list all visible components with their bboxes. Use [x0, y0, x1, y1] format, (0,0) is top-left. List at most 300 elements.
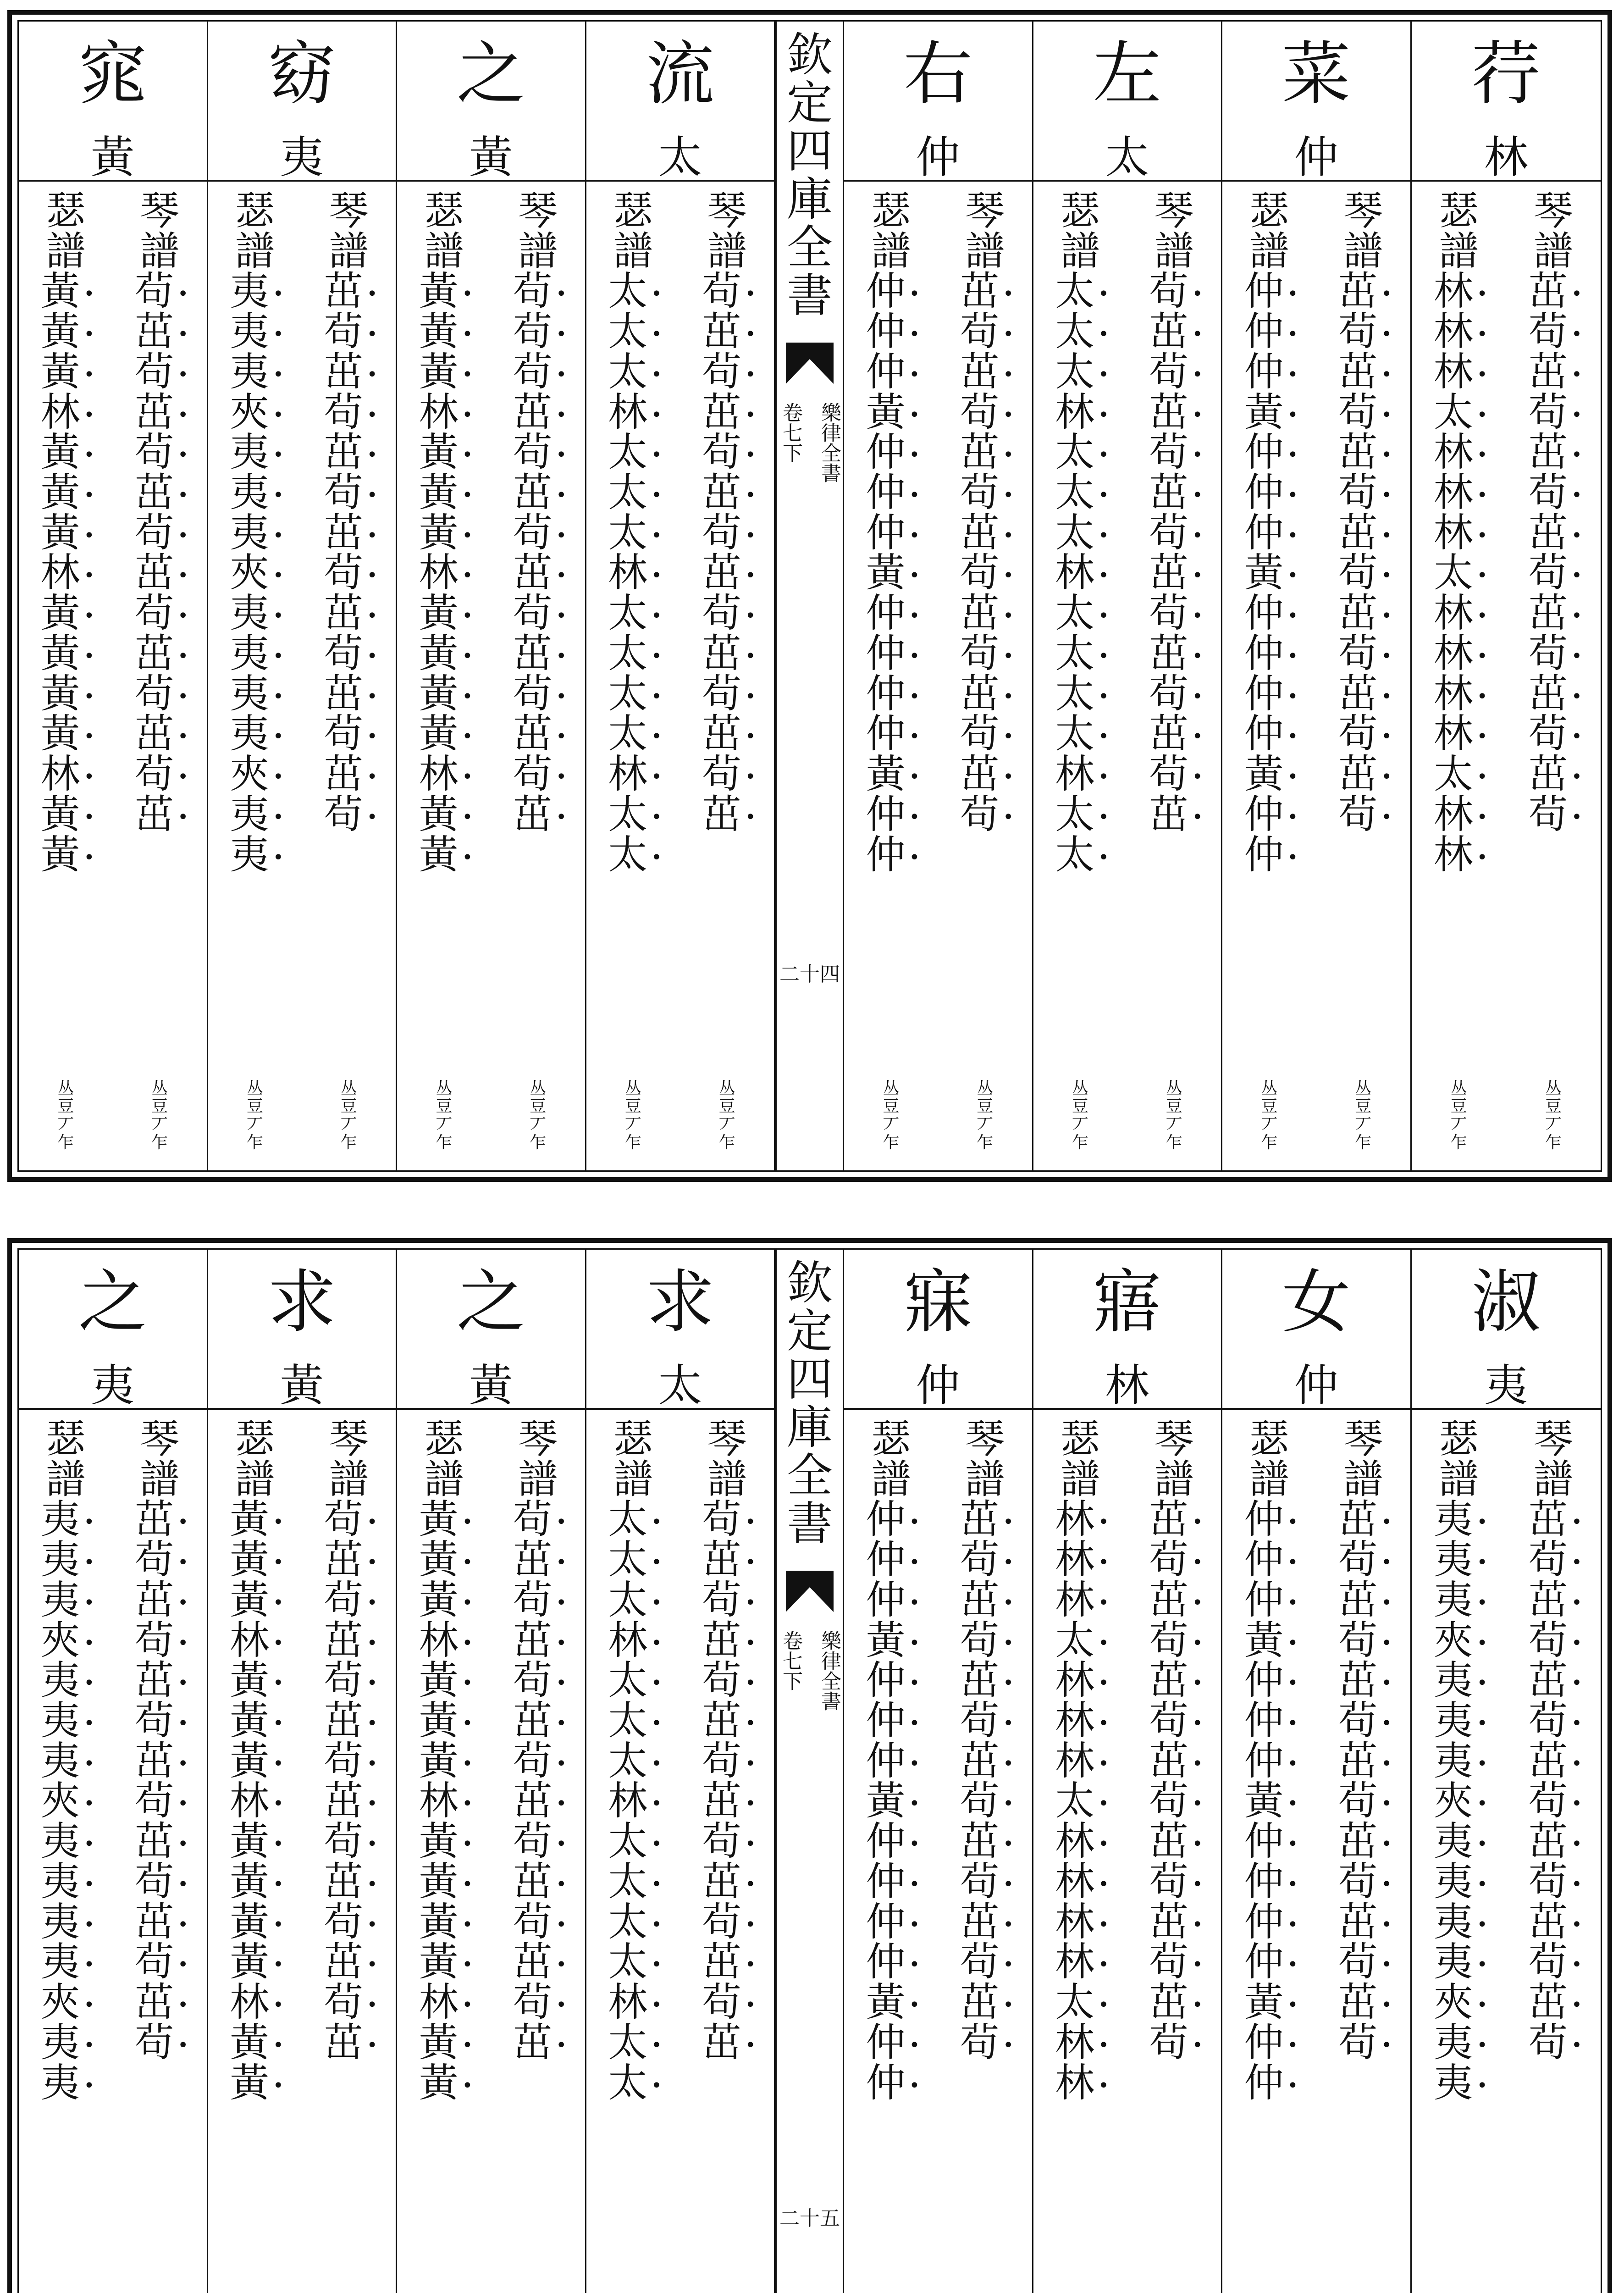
se-footer [1033, 1080, 1127, 1152]
se-tablature-note: 夾 • [1434, 1781, 1484, 1822]
se-footer-mark: 豆 [883, 1097, 900, 1116]
se-tablature-note: 黃 • [1244, 1621, 1295, 1661]
qin-tablature-note: 茁 • [702, 393, 752, 433]
qin-tablature-note: 茍 • [134, 674, 185, 714]
qin-tablature-note: 茍 • [960, 1540, 1010, 1580]
se-tablature-note: 林 • [1434, 312, 1484, 352]
qin-tablature-note: 茁 • [324, 352, 374, 393]
leaf-number: 二十五 [779, 2207, 840, 2230]
se-tablature-note: 林 • [1434, 634, 1484, 674]
pitch-name: 太 [1105, 132, 1149, 183]
se-tablature-note: 太 • [608, 432, 658, 473]
qin-tablature-note: 茁 • [960, 1500, 1010, 1540]
se-tablature-note: 太 • [608, 1580, 658, 1621]
se-tablature-label: 譜 [424, 1456, 464, 1502]
se-footer-mark: 丆 [624, 1115, 641, 1134]
se-tablature-note: 黃 • [419, 1741, 470, 1782]
qin-tablature [1316, 1416, 1410, 2066]
qin-footer [680, 1080, 774, 1152]
se-tablature-note: 太 • [1055, 634, 1105, 674]
se-tablature-note: 林 • [1055, 2063, 1105, 2104]
se-tablature-label: 瑟 [613, 1416, 653, 1462]
se-tablature-note: 仲 • [1244, 271, 1295, 312]
qin-tablature-note: 茁 • [1338, 352, 1388, 393]
qin-tablature-note: 茁 • [1528, 1500, 1579, 1540]
se-tablature-note: 夾 • [41, 1621, 91, 1661]
se-footer-mark: 丆 [883, 1115, 900, 1134]
se-footer-mark: 丛 [1450, 1079, 1467, 1098]
se-tablature-note: 夷 • [41, 1500, 91, 1540]
qin-tablature-note: 茁 • [702, 553, 752, 593]
qin-tablature-note: 茍 • [324, 553, 374, 593]
se-tablature-note: 仲 • [1244, 593, 1295, 634]
se-tablature-note: 太 • [1055, 432, 1105, 473]
pitch-name: 太 [658, 132, 702, 183]
se-tablature-note: 林 • [608, 1781, 658, 1822]
title-char: 欽 [787, 1256, 833, 1310]
se-tablature-note: 仲 • [866, 2063, 917, 2104]
se-tablature-label: 譜 [424, 228, 464, 274]
se-tablature-note: 仲 • [866, 1862, 917, 1902]
se-tablature-label: 譜 [46, 228, 86, 274]
qin-tablature-note: 茁 • [513, 1701, 563, 1741]
qin-tablature-note: 茍 • [960, 1621, 1010, 1661]
se-tablature-note: 林 • [230, 1781, 280, 1822]
se-tablature-note: 仲 • [1244, 634, 1295, 674]
qin-tablature-note: 茁 • [324, 432, 374, 473]
qin-tablature-label: 譜 [518, 1456, 558, 1502]
se-tablature-note: 夾 • [230, 393, 280, 433]
se-tablature-note: 黃 • [41, 795, 91, 835]
qin-tablature-note: 茁 • [1338, 1902, 1388, 1943]
qin-tablature-note: 茍 • [1528, 393, 1579, 433]
qin-tablature-note: 茁 • [1149, 1661, 1199, 1701]
se-footer-mark: 豆 [57, 1097, 74, 1116]
qin-tablature-note: 茍 • [1338, 1942, 1388, 1983]
qin-tablature-note: 茁 • [134, 795, 185, 835]
qin-tablature-note: 茍 • [513, 754, 563, 795]
se-tablature-note: 夷 • [41, 2063, 91, 2104]
se-tablature-note: 太 • [1055, 1621, 1105, 1661]
se-footer [1412, 1080, 1506, 1152]
se-tablature-note: 仲 • [1244, 795, 1295, 835]
se-tablature-label: 譜 [613, 1456, 653, 1502]
se-tablature-note: 夾 • [1434, 1983, 1484, 2023]
qin-tablature-note: 茁 • [1338, 754, 1388, 795]
qin-tablature-note: 茁 • [1528, 1822, 1579, 1862]
qin-footer [302, 1080, 396, 1152]
se-tablature-note: 夾 • [230, 553, 280, 593]
se-tablature-note: 夷 • [1434, 1902, 1484, 1943]
se-tablature-note: 黃 • [419, 352, 470, 393]
qin-tablature-label: 琴 [329, 1416, 369, 1462]
se-tablature-note: 林 • [1055, 2023, 1105, 2063]
qin-tablature-note: 茍 • [324, 393, 374, 433]
se-tablature-label: 譜 [1439, 1456, 1479, 1502]
se-tablature-note: 林 • [608, 754, 658, 795]
se-tablature-note: 夷 • [230, 473, 280, 513]
se-tablature-note: 夷 • [1434, 1822, 1484, 1862]
se-tablature-label: 瑟 [613, 188, 653, 234]
qin-tablature-label: 譜 [518, 228, 558, 274]
qin-tablature-note: 茍 • [702, 1902, 752, 1943]
qin-tablature-note: 茍 • [1149, 513, 1199, 554]
se-tablature-note: 太 • [608, 634, 658, 674]
se-tablature-note: 夷 • [1434, 1540, 1484, 1580]
lower-columns [19, 1250, 1601, 2293]
lyric-column [844, 1250, 1033, 2293]
qin-footer-mark: 豆 [340, 1097, 357, 1116]
pitch-name: 林 [1105, 1360, 1149, 1411]
qin-tablature-note: 茍 • [1149, 1540, 1199, 1580]
se-tablature [208, 188, 302, 878]
qin-tablature-note: 茍 • [1338, 1862, 1388, 1902]
qin-tablature-note: 茍 • [1528, 473, 1579, 513]
se-footer-mark: 丛 [1261, 1079, 1278, 1098]
se-tablature-note: 仲 • [866, 795, 917, 835]
qin-tablature-note: 茁 • [324, 754, 374, 795]
se-tablature-note: 仲 • [866, 1942, 917, 1983]
qin-tablature-label: 琴 [1343, 188, 1383, 234]
qin-tablature-note: 茁 • [513, 1621, 563, 1661]
qin-footer [1316, 1080, 1410, 1152]
qin-tablature-note: 茍 • [513, 1500, 563, 1540]
se-tablature-note: 黃 • [866, 1781, 917, 1822]
qin-tablature-note: 茍 • [134, 432, 185, 473]
se-tablature-label: 譜 [1060, 228, 1100, 274]
qin-tablature-note: 茍 • [324, 1822, 374, 1862]
qin-tablature-note: 茁 • [702, 714, 752, 754]
qin-footer-mark: 丆 [1355, 1115, 1372, 1134]
se-tablature-label: 瑟 [1249, 188, 1289, 234]
se-tablature-note: 黃 • [41, 714, 91, 754]
qin-tablature-note: 茍 • [1149, 1621, 1199, 1661]
qin-footer-mark: 乍 [718, 1133, 735, 1152]
se-tablature-note: 仲 • [1244, 835, 1295, 875]
qin-tablature-note: 茁 • [513, 634, 563, 674]
lyric-character: 右 [903, 34, 972, 114]
se-footer-mark: 乍 [883, 1133, 900, 1152]
se-tablature-note: 夷 • [1434, 1701, 1484, 1741]
qin-tablature-note: 茍 • [960, 2023, 1010, 2063]
qin-tablature [113, 188, 207, 837]
se-tablature-note: 黃 • [230, 1580, 280, 1621]
pitch-name: 夷 [90, 1360, 135, 1411]
qin-tablature-note: 茁 • [134, 393, 185, 433]
title-char: 四 [787, 124, 833, 178]
se-tablature-note: 黃 • [419, 634, 470, 674]
qin-tablature-note: 茁 • [1338, 1580, 1388, 1621]
lyric-column [1033, 22, 1223, 1170]
lyric-column [1412, 22, 1601, 1170]
qin-tablature-note: 茁 • [1149, 1822, 1199, 1862]
se-tablature-note: 太 • [608, 674, 658, 714]
se-footer [586, 1080, 680, 1152]
se-tablature-note: 黃 • [419, 1902, 470, 1943]
se-tablature-label: 瑟 [424, 1416, 464, 1462]
qin-tablature-note: 茍 • [960, 1862, 1010, 1902]
qin-tablature-note: 茁 • [1149, 553, 1199, 593]
se-tablature-label: 譜 [46, 1456, 86, 1502]
qin-tablature-note: 茁 • [1338, 1500, 1388, 1540]
pitch-name: 夷 [280, 132, 324, 183]
qin-tablature-note: 茍 • [960, 634, 1010, 674]
qin-tablature-note: 茁 • [1528, 1661, 1579, 1701]
se-tablature-note: 太 • [1055, 593, 1105, 634]
se-tablature-note: 仲 • [866, 473, 917, 513]
qin-tablature-note: 茁 • [513, 1540, 563, 1580]
se-tablature-note: 夷 • [230, 714, 280, 754]
se-tablature [397, 1416, 491, 2106]
se-tablature-note: 仲 • [1244, 1540, 1295, 1580]
qin-tablature-note: 茁 • [960, 674, 1010, 714]
qin-tablature-note: 茁 • [960, 1983, 1010, 2023]
se-tablature-note: 黃 • [419, 513, 470, 554]
qin-tablature-note: 茁 • [702, 1701, 752, 1741]
se-tablature-note: 太 • [608, 352, 658, 393]
se-tablature-note: 太 • [1434, 553, 1484, 593]
se-footer-mark: 丛 [883, 1079, 900, 1098]
qin-footer-mark: 丆 [1545, 1115, 1562, 1134]
qin-footer-mark: 乍 [1166, 1133, 1182, 1152]
se-tablature-note: 夷 • [230, 593, 280, 634]
se-tablature-note: 太 • [608, 593, 658, 634]
se-tablature-note: 林 • [1434, 432, 1484, 473]
qin-tablature-note: 茍 • [513, 593, 563, 634]
upper-columns [19, 22, 1601, 1170]
qin-tablature-label: 譜 [1154, 228, 1194, 274]
se-tablature-note: 林 • [608, 1621, 658, 1661]
se-tablature-note: 黃 • [419, 1661, 470, 1701]
pitch-name: 仲 [916, 132, 960, 183]
book-info [777, 402, 843, 483]
qin-tablature-note: 茁 • [1338, 513, 1388, 554]
se-tablature-note: 黃 • [230, 1500, 280, 1540]
se-tablature-note: 黃 • [41, 593, 91, 634]
qin-tablature-note: 茁 • [1149, 1500, 1199, 1540]
qin-tablature-note: 茍 • [1149, 674, 1199, 714]
qin-tablature-note: 茁 • [324, 271, 374, 312]
qin-tablature [1127, 188, 1221, 837]
qin-tablature-note: 茍 • [513, 312, 563, 352]
qin-tablature [302, 1416, 396, 2066]
qin-footer-mark: 豆 [1545, 1097, 1562, 1116]
se-footer-mark: 丆 [436, 1115, 453, 1134]
se-footer-mark: 丛 [1072, 1079, 1088, 1098]
se-tablature-note: 太 • [608, 1902, 658, 1943]
qin-tablature-note: 茁 • [1528, 593, 1579, 634]
se-tablature-note: 仲 • [866, 352, 917, 393]
qin-footer-mark: 豆 [718, 1097, 735, 1116]
qin-tablature-label: 譜 [329, 1456, 369, 1502]
qin-tablature-note: 茁 • [702, 1621, 752, 1661]
qin-footer-mark: 丛 [1355, 1079, 1372, 1098]
qin-tablature-note: 茍 • [134, 352, 185, 393]
qin-tablature-note: 茍 • [324, 1902, 374, 1943]
se-tablature-note: 仲 • [866, 634, 917, 674]
se-tablature-note: 太 • [608, 473, 658, 513]
se-tablature-note: 夷 • [41, 1942, 91, 1983]
se-tablature-note: 夾 • [41, 1983, 91, 2023]
qin-tablature-note: 茍 • [1149, 352, 1199, 393]
se-tablature-note: 林 • [1055, 1902, 1105, 1943]
pitch-name: 夷 [1484, 1360, 1528, 1411]
qin-footer-mark: 丛 [151, 1079, 168, 1098]
qin-tablature-note: 茁 • [324, 1862, 374, 1902]
qin-tablature-note: 茁 • [324, 593, 374, 634]
se-tablature-note: 林 • [1055, 1580, 1105, 1621]
se-tablature-note: 黃 • [1244, 393, 1295, 433]
se-tablature-note: 夷 • [230, 674, 280, 714]
se-tablature-note: 太 • [608, 2023, 658, 2063]
se-tablature-note: 林 • [1434, 271, 1484, 312]
qin-tablature-note: 茍 • [1149, 432, 1199, 473]
se-tablature [19, 1416, 113, 2106]
qin-tablature-note: 茍 • [702, 1580, 752, 1621]
qin-tablature-note: 茁 • [1149, 312, 1199, 352]
qin-tablature-label: 琴 [1533, 1416, 1573, 1462]
qin-tablature-note: 茍 • [134, 1540, 185, 1580]
qin-tablature-note: 茍 • [324, 1741, 374, 1782]
se-footer-mark: 豆 [1261, 1097, 1278, 1116]
qin-tablature-label: 譜 [140, 1456, 180, 1502]
qin-tablature-note: 茍 • [702, 1661, 752, 1701]
qin-footer-mark: 乍 [151, 1133, 168, 1152]
qin-tablature-note: 茁 • [960, 593, 1010, 634]
qin-tablature-note: 茁 • [1528, 271, 1579, 312]
qin-tablature-note: 茁 • [134, 1500, 185, 1540]
se-tablature-note: 仲 • [866, 2023, 917, 2063]
se-tablature-label: 譜 [871, 1456, 911, 1502]
se-tablature-note: 林 • [230, 1621, 280, 1661]
center-fold [775, 1250, 844, 2293]
qin-tablature-note: 茍 • [513, 432, 563, 473]
collection-title [777, 1256, 843, 1551]
qin-tablature-note: 茁 • [1528, 432, 1579, 473]
qin-tablature-label: 琴 [965, 1416, 1005, 1462]
se-footer [1222, 1080, 1316, 1152]
se-tablature-note: 黃 • [419, 1580, 470, 1621]
qin-tablature-note: 茁 • [1149, 714, 1199, 754]
qin-tablature-label: 琴 [1343, 1416, 1383, 1462]
se-tablature-note: 仲 • [866, 312, 917, 352]
se-tablature-note: 林 • [1055, 1500, 1105, 1540]
qin-tablature-note: 茍 • [324, 473, 374, 513]
se-tablature-label: 瑟 [235, 1416, 275, 1462]
qin-tablature-note: 茍 • [1528, 714, 1579, 754]
se-tablature-note: 仲 • [866, 1500, 917, 1540]
se-footer-mark: 乍 [1261, 1133, 1278, 1152]
qin-footer-mark: 乍 [977, 1133, 994, 1152]
se-tablature [1222, 188, 1316, 878]
se-tablature-label: 瑟 [46, 1416, 86, 1462]
se-tablature-note: 夷 • [230, 634, 280, 674]
qin-tablature-note: 茁 • [134, 1983, 185, 2023]
se-tablature-label: 瑟 [1060, 1416, 1100, 1462]
se-footer-mark: 豆 [624, 1097, 641, 1116]
se-tablature-note: 夷 • [230, 835, 280, 875]
qin-tablature-note: 茁 • [324, 1942, 374, 1983]
se-tablature-note: 黃 • [1244, 754, 1295, 795]
qin-tablature-note: 茁 • [134, 473, 185, 513]
se-tablature-note: 黃 • [230, 1862, 280, 1902]
se-tablature-note: 林 • [1434, 714, 1484, 754]
qin-footer-mark: 丛 [718, 1079, 735, 1098]
qin-footer-mark: 丛 [530, 1079, 547, 1098]
qin-tablature-note: 茁 • [513, 1781, 563, 1822]
se-footer-mark: 丆 [1450, 1115, 1467, 1134]
se-tablature-note: 太 • [1055, 513, 1105, 554]
se-tablature-note: 仲 • [1244, 714, 1295, 754]
lyric-character: 菜 [1282, 34, 1351, 114]
qin-tablature-note: 茍 • [513, 1983, 563, 2023]
qin-tablature-note: 茍 • [1338, 473, 1388, 513]
qin-tablature-note: 茍 • [702, 674, 752, 714]
se-tablature-note: 仲 • [866, 593, 917, 634]
se-tablature-note: 仲 • [866, 1741, 917, 1782]
qin-tablature-note: 茁 • [513, 473, 563, 513]
qin-tablature-note: 茁 • [1338, 593, 1388, 634]
se-tablature-note: 黃 • [230, 1942, 280, 1983]
se-tablature [208, 1416, 302, 2106]
qin-tablature-label: 譜 [965, 1456, 1005, 1502]
qin-footer-mark: 丆 [151, 1115, 168, 1134]
qin-tablature-note: 茁 • [960, 513, 1010, 554]
se-footer [844, 1080, 938, 1152]
qin-tablature-note: 茍 • [702, 754, 752, 795]
qin-tablature-note: 茁 • [960, 1741, 1010, 1782]
qin-tablature [491, 1416, 585, 2066]
se-tablature-note: 太 • [1434, 754, 1484, 795]
se-tablature-note: 林 • [41, 553, 91, 593]
qin-tablature-note: 茍 • [513, 674, 563, 714]
se-tablature-note: 仲 • [866, 1540, 917, 1580]
se-tablature-note: 黃 • [230, 1701, 280, 1741]
se-tablature-label: 瑟 [871, 1416, 911, 1462]
qin-tablature-note: 茍 • [1528, 634, 1579, 674]
qin-tablature-note: 茍 • [1528, 553, 1579, 593]
qin-tablature-label: 譜 [140, 228, 180, 274]
se-tablature-note: 太 • [1434, 393, 1484, 433]
qin-tablature-note: 茍 • [324, 1580, 374, 1621]
lyric-character: 求 [267, 1263, 337, 1342]
qin-tablature-note: 茍 • [324, 1983, 374, 2023]
qin-tablature-note: 茁 • [960, 1822, 1010, 1862]
qin-tablature-note: 茍 • [702, 593, 752, 634]
se-tablature-note: 仲 • [866, 271, 917, 312]
title-char: 定 [787, 76, 833, 130]
qin-tablature-note: 茍 • [324, 714, 374, 754]
se-tablature-note: 仲 • [1244, 1701, 1295, 1741]
se-tablature-note: 夷 • [1434, 1500, 1484, 1540]
se-tablature-note: 夾 • [230, 754, 280, 795]
title-char: 書 [787, 269, 833, 322]
se-tablature-label: 譜 [613, 228, 653, 274]
se-tablature-note: 夷 • [41, 2023, 91, 2063]
se-tablature-label: 譜 [235, 1456, 275, 1502]
se-tablature-note: 仲 • [866, 714, 917, 754]
qin-tablature-note: 茁 • [1528, 754, 1579, 795]
qin-footer-mark: 丛 [1545, 1079, 1562, 1098]
se-tablature-note: 黃 • [419, 2023, 470, 2063]
pitch-name: 黃 [469, 1360, 513, 1411]
qin-tablature-note: 茁 • [702, 2023, 752, 2063]
qin-tablature-note: 茍 • [1528, 1540, 1579, 1580]
se-tablature-note: 黃 • [230, 1741, 280, 1782]
qin-tablature-label: 琴 [707, 188, 747, 234]
lyric-character: 流 [646, 34, 715, 114]
qin-tablature-note: 茁 • [1338, 1822, 1388, 1862]
